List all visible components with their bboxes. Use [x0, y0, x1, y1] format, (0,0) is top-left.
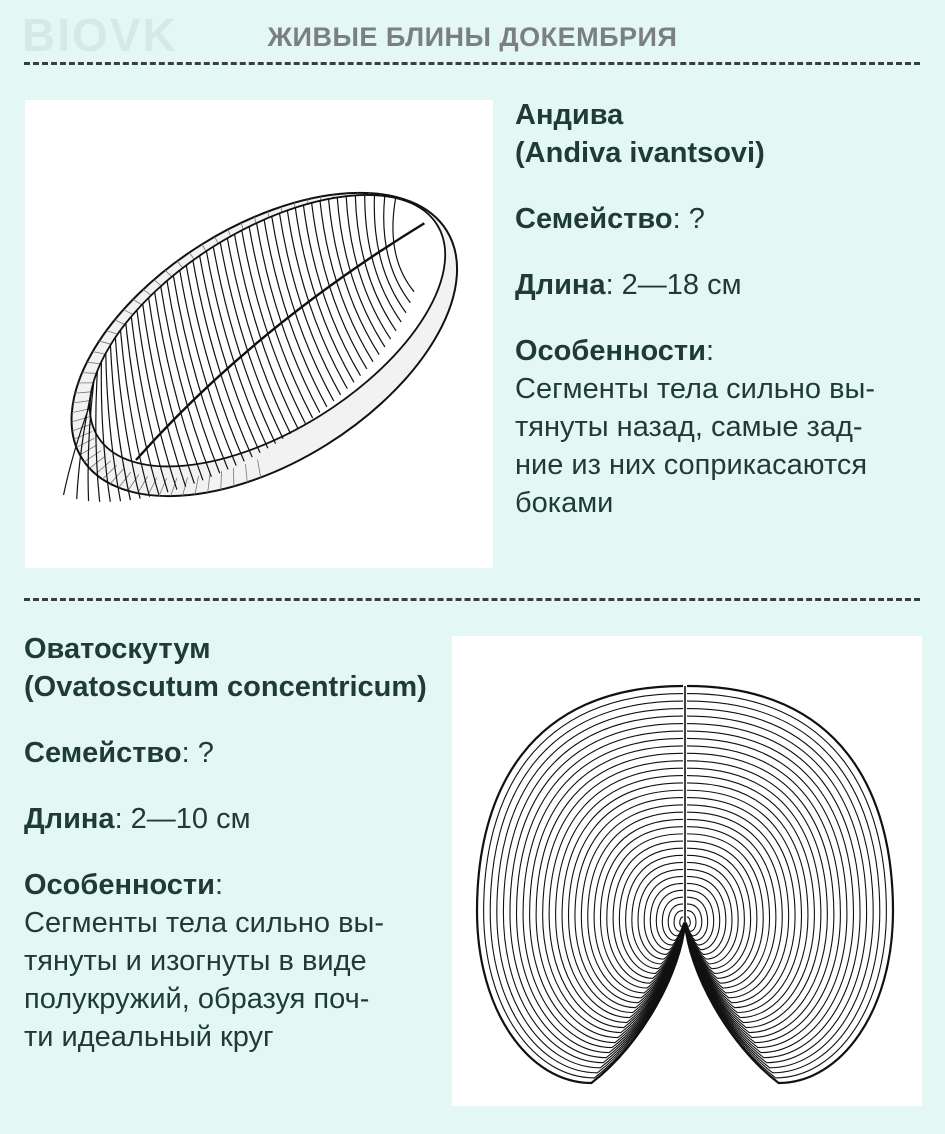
features-colon: :	[705, 335, 715, 367]
family-label: Семейство	[24, 737, 182, 769]
family-label: Семейство	[515, 203, 673, 235]
page-title: ЖИВЫЕ БЛИНЫ ДОКЕМБРИЯ	[267, 22, 678, 52]
features-label: Особенности	[515, 335, 706, 367]
length-label: Длина	[24, 803, 115, 835]
features-row	[515, 332, 875, 370]
andiva-info	[515, 96, 875, 522]
species-name-ru: Андива	[515, 99, 624, 131]
features-line: Сегменты тела сильно вы-	[515, 373, 875, 405]
length-row	[515, 266, 875, 304]
features-line: Сегменты тела сильно вы-	[24, 907, 384, 939]
features-line: полукружий, образуя поч-	[24, 983, 370, 1015]
family-row	[515, 200, 875, 238]
features-line: боками	[515, 487, 614, 519]
features-line: ние из них соприкасаются	[515, 449, 868, 481]
species-name-latin: (Ovatoscutum concentricum)	[24, 671, 427, 703]
features-colon: :	[214, 869, 224, 901]
family-value: : ?	[672, 203, 705, 235]
features-label: Особенности	[24, 869, 215, 901]
andiva-illustration	[25, 100, 493, 568]
length-value: : 2—18 см	[605, 269, 742, 301]
length-label: Длина	[515, 269, 606, 301]
species-name-ru: Оватоскутум	[24, 633, 211, 665]
features-row	[24, 866, 427, 904]
length-value: : 2—10 см	[114, 803, 251, 835]
divider-top	[24, 62, 920, 65]
family-value: : ?	[181, 737, 214, 769]
ovatoscutum-info	[24, 630, 427, 1056]
features-line: ти идеальный круг	[24, 1021, 274, 1053]
features-line: тянуты и изогнуты в виде	[24, 945, 367, 977]
family-row	[24, 734, 427, 772]
watermark-logo: BIOVK	[22, 9, 178, 61]
features-line: тянуты назад, самые зад-	[515, 411, 863, 443]
divider-middle	[24, 598, 920, 601]
species-name-latin: (Andiva ivantsovi)	[515, 137, 765, 169]
ovatoscutum-illustration	[452, 636, 922, 1106]
length-row	[24, 800, 427, 838]
